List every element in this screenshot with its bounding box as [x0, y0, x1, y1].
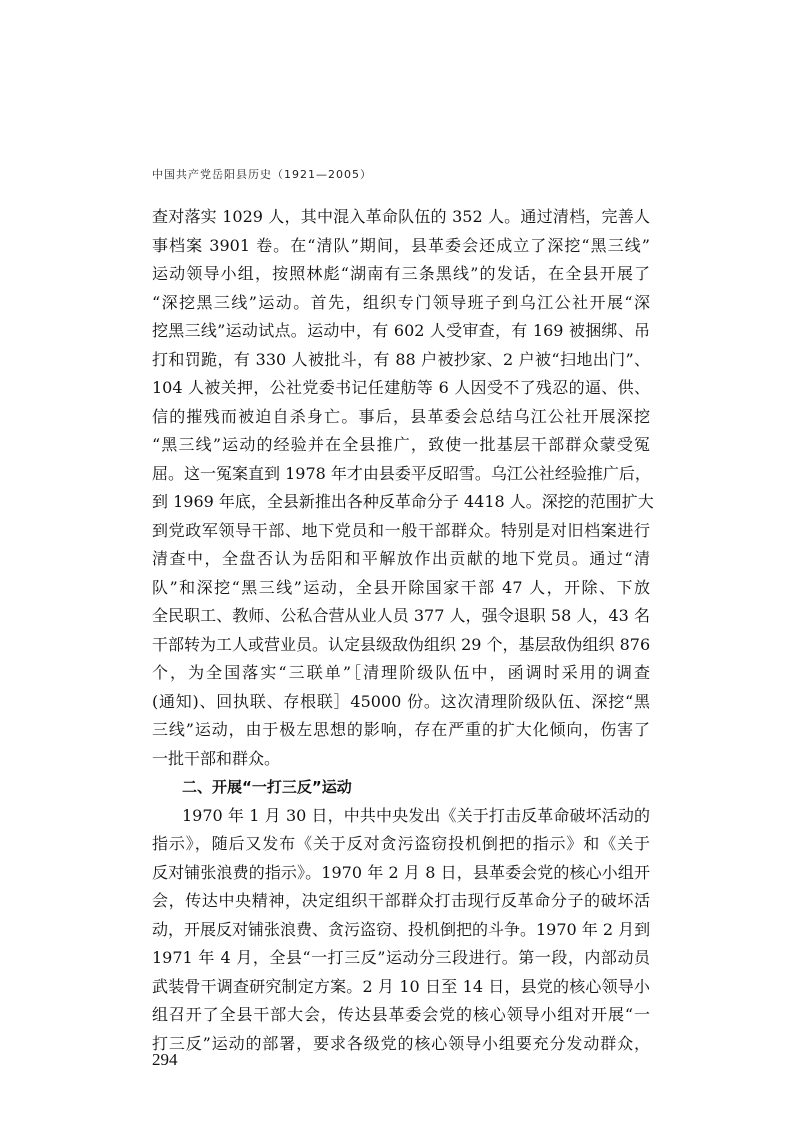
body-line: 队”和深挖“黑三线”运动，全县开除国家干部 47 人，开除、下放	[152, 577, 650, 597]
body-line: 清查中，全盘否认为岳阳和平解放作出贡献的地下党员。通过“清	[152, 549, 650, 568]
section-line: 打三反”运动的部署，要求各级党的核心领导小组要充分发动群众，	[152, 1033, 650, 1053]
section-line: 组召开了全县干部大会，传达县革委会党的核心领导小组对开展“一	[152, 1005, 650, 1024]
body-line: 打和罚跪，有 330 人被批斗，有 88 户被抄家、2 户被“扫地出门”、	[152, 349, 650, 369]
body-line: “深挖黑三线”运动。首先，组织专门领导班子到乌江公社开展“深	[152, 292, 650, 312]
body-line: 个，为全国落实“三联单”［清理阶级队伍中，函调时采用的调查	[152, 663, 650, 682]
body-line: 挖黑三线”运动试点。运动中，有 602 人受审查，有 169 被捆绑、吊	[152, 321, 650, 340]
section-line: 指示》，随后又发布《关于反对贪污盗窃投机倒把的指示》和《关于	[152, 834, 650, 853]
section-heading: 二、开展“一打三反”运动	[182, 778, 352, 796]
section-line: 会，传达中央精神，决定组织干部群众打击现行反革命分子的破坏活	[152, 891, 650, 910]
body-line: 三线”运动，由于极左思想的影响，存在严重的扩大化倾向，伤害了	[152, 720, 650, 739]
body-line: 到党政军领导干部、地下党员和一般干部群众。特别是对旧档案进行	[152, 520, 650, 540]
body-line: 查对落实 1029 人，其中混入革命队伍的 352 人。通过清档，完善人	[152, 207, 650, 226]
body-line: 信的摧残而被迫自杀身亡。事后，县革委会总结乌江公社开展深挖	[152, 406, 650, 426]
body-line: 事档案 3901 卷。在“清队”期间，县革委会还成立了深挖“黑三线”	[152, 235, 650, 255]
body-line: (通知)、回执联、存根联］45000 份。这次清理阶级队伍、深挖“黑	[152, 691, 650, 711]
section-line: 动，开展反对铺张浪费、贪污盗窃、投机倒把的斗争。1970 年 2 月到	[152, 919, 651, 939]
section-line: 1970 年 1 月 30 日，中共中央发出《关于打击反革命破坏活动的	[182, 805, 650, 825]
body-line: 运动领导小组，按照林彪“湖南有三条黑线”的发话，在全县开展了	[152, 264, 650, 283]
text-block	[152, 203, 654, 1058]
section-line: 1971 年 4 月，全县“一打三反”运动分三段进行。第一段，内部动员	[152, 948, 650, 967]
body-line: “黑三线”运动的经验并在全县推广，致使一批基层干部群众蒙受冤	[152, 435, 650, 454]
running-header: 中国共产党岳阳县历史（1921—2005）	[152, 168, 372, 181]
section-line: 武装骨干调查研究制定方案。2 月 10 日至 14 日，县党的核心领导小	[152, 976, 650, 996]
body-line: 到 1969 年底，全县新推出各种反革命分子 4418 人。深挖的范围扩大	[152, 492, 654, 511]
body-line: 屈。这一冤案直到 1978 年才由县委平反昭雪。乌江公社经验推广后，	[152, 463, 651, 483]
body-line: 全民职工、教师、公私合营从业人员 377 人，强令退职 58 人，43 名	[152, 606, 650, 625]
body-line: 一批干部和群众。	[152, 748, 281, 768]
page-number: 294	[152, 1050, 178, 1069]
section-line: 反对铺张浪费的指示》。1970 年 2 月 8 日，县革委会党的核心小组开	[152, 862, 650, 882]
body-line: 104 人被关押，公社党委书记任建舫等 6 人因受不了残忍的逼、供、	[152, 378, 650, 397]
body-line: 干部转为工人或营业员。认定县级敌伪组织 29 个，基层敌伪组织 876	[152, 634, 651, 654]
